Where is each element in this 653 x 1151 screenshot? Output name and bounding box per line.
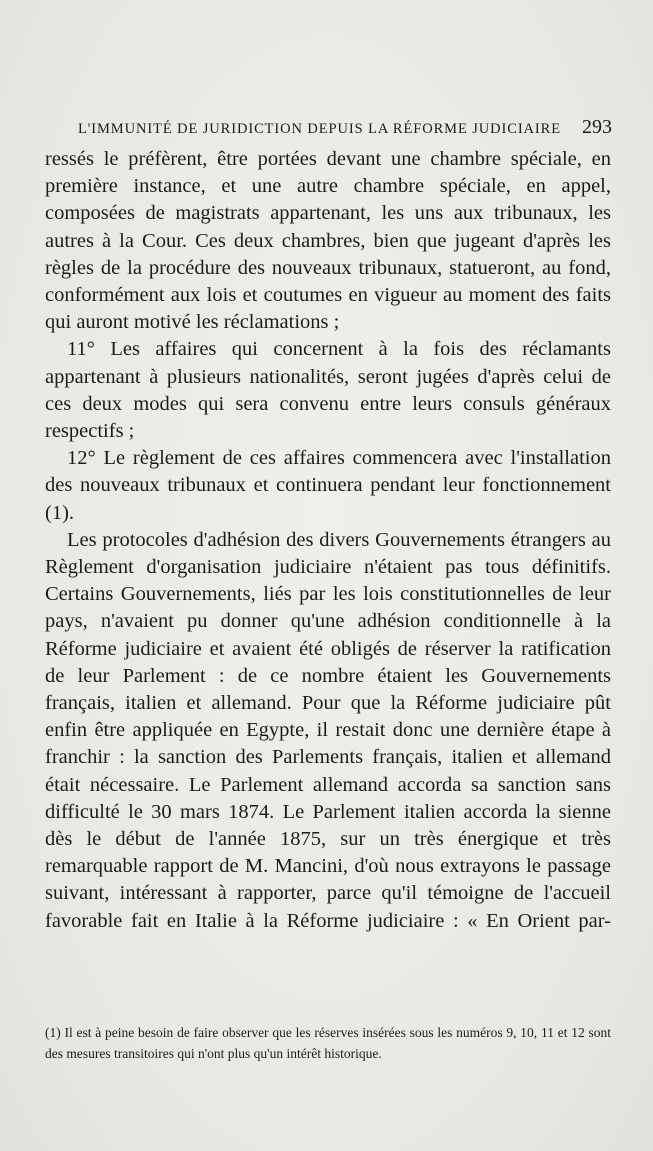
- body-text: [45, 146, 611, 935]
- paragraph-protocols: Les protocoles d'adhésion des divers Gouvernements étrangers au Règlement d'organisation judiciaire n'étaient pas tous définitifs. Certains Gouvernements, liés par les lois constitutionnelles de leur pays, n'avaient pu donner qu'une adhésion conditionnelle à la Réforme judiciaire et avaient été obligés de réserver la ratification de leur Parlement : de ce nombre étaient les Gouvernements français, italien et allemand. Pour que la Réforme judiciaire pût enfin être appliquée en Egypte, il restait donc une dernière étape à franchir : la sanction des Parlements français, italien et allemand était nécessaire. Le Parlement allemand accorda sa sanction sans difficulté le 30 mars 1874. Le Parlement italien accorda la sienne dès le début de l'année 1875, sur un très énergique et très remarquable rapport de M. Mancini, d'où nous extrayons le passage suivant, intéressant à rapporter, parce qu'il témoigne de l'accueil favorable fait en Italie à la Réforme judiciaire : « En Orient par-: [45, 528, 611, 932]
- paragraph-item-11: 11° Les affaires qui concernent à la fois des réclamants appartenant à plusieurs nationalités, seront jugées d'après celui de ces deux modes qui sera convenu entre leurs consuls généraux respectifs ;: [45, 338, 611, 443]
- page-header: [78, 116, 612, 139]
- footnote-1: (1) Il est à peine besoin de faire observer que les réserves insérées sous les numéros 9, 10, 11 et 12 sont des mesures transitoires qui n'ont plus qu'un intérêt historique.: [45, 1025, 611, 1061]
- footnotes: [45, 1022, 611, 1064]
- page-number: 293: [582, 116, 612, 138]
- paragraph-item-12: 12° Le règlement de ces affaires commencera avec l'installation des nouveaux tribunaux et continuera pendant leur fonctionnement (1).: [45, 447, 611, 524]
- paragraph-continuation: ressés le préfèrent, être portées devant une chambre spéciale, en première instance, et une autre chambre spéciale, en appel, composées de magistrats appartenant, les uns aux tribunaux, les autres à la Cour. Ces deux chambres, bien que jugeant d'après les règles de la procédure des nouveaux tribunaux, statueront, au fond, conformément aux lois et coutumes en vigueur au moment des faits qui auront motivé les réclamations ;: [45, 148, 611, 334]
- running-title: L'IMMUNITÉ DE JURIDICTION DEPUIS LA RÉFORME JUDICIAIRE: [78, 121, 561, 137]
